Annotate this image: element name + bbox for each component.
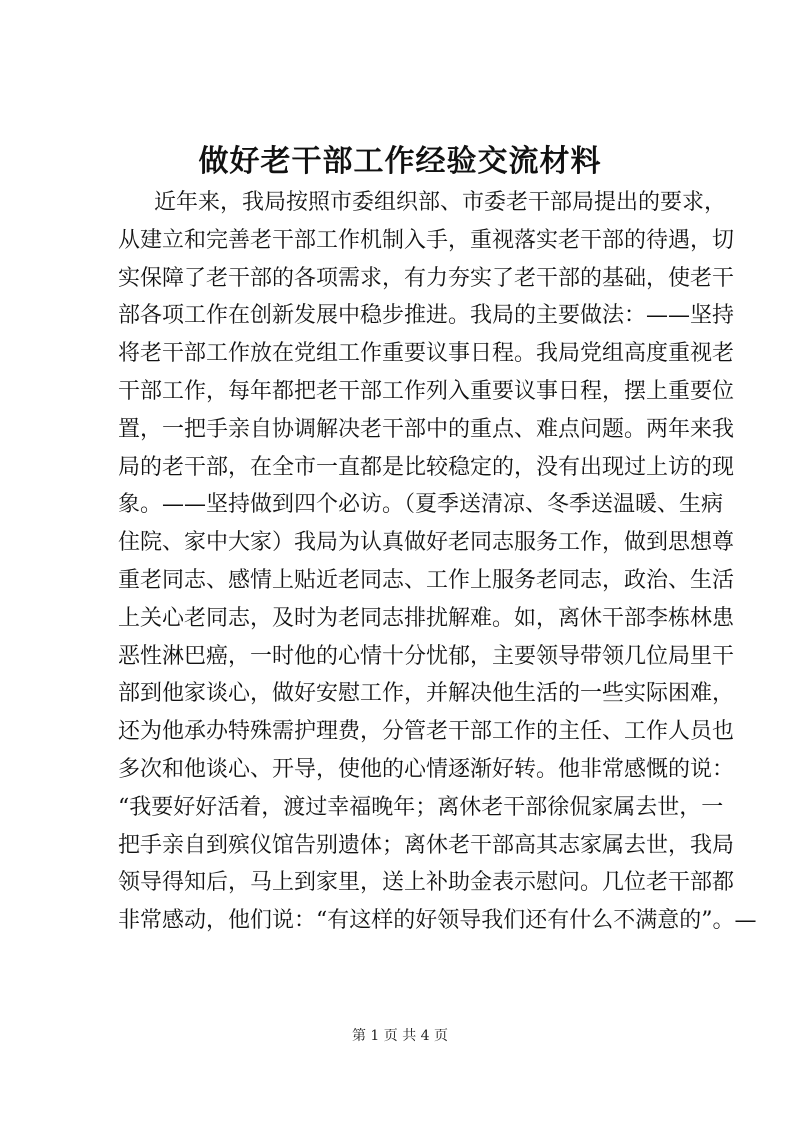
body-line: 住院、家中大家）我局为认真做好老同志服务工作，做到思想尊	[118, 530, 735, 556]
body-line: 把手亲自到殡仪馆告别遗体；离休老干部高其志家属去世，我局	[118, 832, 735, 858]
body-line: 还为他承办特殊需护理费，分管老干部工作的主任、工作人员也	[118, 719, 735, 745]
document-body	[118, 184, 758, 940]
body-line: 上关心老同志，及时为老同志排扰解难。如，离休干部李栋林患	[118, 605, 735, 631]
page-number-footer: 第 1 页 共 4 页	[351, 1028, 449, 1044]
body-line: 实保障了老干部的各项需求，有力夯实了老干部的基础，使老干	[118, 265, 735, 291]
body-line: 部各项工作在创新发展中稳步推进。我局的主要做法：——坚持	[118, 303, 735, 329]
body-line: 将老干部工作放在党组工作重要议事日程。我局党组高度重视老	[118, 341, 735, 367]
body-line: “我要好好活着，渡过幸福晚年；离休老干部徐侃家属去世，一	[118, 794, 724, 820]
body-line: 非常感动，他们说：“有这样的好领导我们还有什么不满意的”。—	[118, 908, 757, 934]
body-line: 干部工作，每年都把老干部工作列入重要议事日程，摆上重要位	[118, 378, 735, 404]
document-title: 做好老干部工作经验交流材料	[198, 144, 602, 179]
body-line: 领导得知后，马上到家里，送上补助金表示慰问。几位老干部都	[118, 870, 735, 896]
body-line: 置，一把手亲自协调解决老干部中的重点、难点问题。两年来我	[118, 416, 735, 442]
body-line: 象。——坚持做到四个必访。（夏季送清凉、冬季送温暖、生病	[118, 492, 724, 518]
body-line: 近年来，我局按照市委组织部、市委老干部局提出的要求，	[154, 190, 727, 215]
body-line: 恶性淋巴癌，一时他的心情十分忧郁，主要领导带领几位局里干	[118, 643, 735, 669]
body-line: 重老同志、感情上贴近老同志、工作上服务老同志，政治、生活	[118, 567, 735, 593]
body-line: 从建立和完善老干部工作机制入手，重视落实老干部的待遇，切	[118, 227, 735, 253]
body-line: 多次和他谈心、开导，使他的心情逐渐好转。他非常感慨的说：	[118, 756, 735, 782]
body-line: 局的老干部，在全市一直都是比较稳定的，没有出现过上访的现	[118, 454, 735, 480]
body-line: 部到他家谈心，做好安慰工作，并解决他生活的一些实际困难，	[118, 681, 735, 707]
